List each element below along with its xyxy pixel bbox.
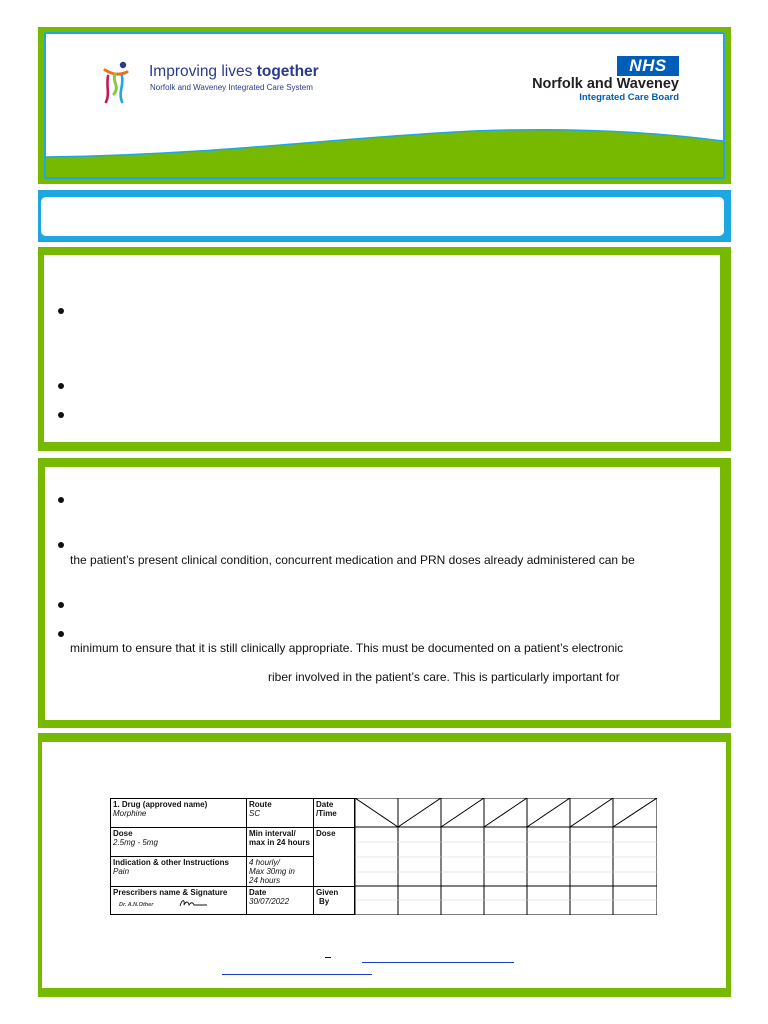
min-interval-label-2: max in 24 hours bbox=[249, 838, 310, 847]
title-band bbox=[38, 190, 731, 242]
prescriber-cell bbox=[111, 887, 247, 915]
indication-value: Pain bbox=[113, 867, 130, 876]
nhs-board-name: Integrated Care Board bbox=[579, 92, 679, 103]
prn-drug-chart-example bbox=[110, 798, 657, 915]
dose-column-label: Dose bbox=[316, 829, 336, 838]
interval-value-2: Max 30mg in bbox=[249, 867, 295, 876]
drug-name-cell bbox=[111, 799, 247, 828]
section-2-text-line-1: the patient’s present clinical condition, concurrent medication and PRN doses already administered can be bbox=[70, 553, 635, 567]
route-value: SC bbox=[249, 809, 261, 818]
date-time-label-2: /Time bbox=[316, 809, 337, 818]
section-2-bullet-2 bbox=[58, 542, 64, 548]
nhs-logo-badge: NHS bbox=[617, 56, 679, 76]
route-label: Route bbox=[249, 800, 272, 809]
interval-value-1: 4 hourly/ bbox=[249, 858, 280, 867]
section-2-bullet-3 bbox=[58, 602, 64, 608]
ics-figure-logo-icon bbox=[102, 60, 130, 104]
section-2-bullet-1 bbox=[58, 497, 64, 503]
date-value: 30/07/2022 bbox=[249, 897, 290, 906]
reference-link-underline-1[interactable] bbox=[362, 962, 514, 963]
drug-chart-table bbox=[110, 798, 355, 915]
date-cell bbox=[247, 887, 314, 915]
ics-logo-title: Improving lives together bbox=[149, 63, 319, 80]
dose-cell bbox=[111, 828, 247, 857]
section-1-bullet-3 bbox=[58, 412, 64, 418]
indication-label: Indication & other Instructions bbox=[113, 858, 230, 867]
date-time-label-1: Date bbox=[316, 800, 334, 809]
interval-value-cell bbox=[247, 857, 314, 887]
section-1-inner bbox=[44, 255, 720, 442]
date-label: Date bbox=[249, 888, 267, 897]
header-banner bbox=[38, 27, 731, 184]
given-by-cell bbox=[314, 887, 355, 915]
administration-grid bbox=[355, 798, 657, 915]
section-2-bullet-4 bbox=[58, 631, 64, 637]
indication-cell bbox=[111, 857, 247, 887]
min-interval-cell bbox=[247, 828, 314, 857]
by-label: By bbox=[319, 897, 330, 906]
prescriber-label: Prescribers name & Signature bbox=[113, 888, 228, 897]
header-card bbox=[44, 32, 725, 179]
nhs-org-name: Norfolk and Waveney bbox=[532, 76, 679, 92]
dose-column-cell bbox=[314, 828, 355, 887]
drug-name-label: 1. Drug (approved name) bbox=[113, 800, 208, 809]
dose-value: 2.5mg - 5mg bbox=[113, 838, 158, 847]
section-1-box bbox=[38, 247, 731, 451]
drug-name-value: Morphine bbox=[113, 809, 147, 818]
reference-link-underline-2[interactable] bbox=[222, 974, 372, 975]
prescriber-name: Dr. A.N.Other bbox=[119, 902, 154, 908]
section-2-text-line-3: riber involved in the patient’s care. This is particularly important for bbox=[268, 670, 620, 684]
section-1-bullet-2 bbox=[58, 383, 64, 389]
date-time-cell bbox=[314, 799, 355, 828]
dose-label: Dose bbox=[113, 829, 133, 838]
route-cell bbox=[247, 799, 314, 828]
title-band-inner bbox=[41, 197, 724, 236]
section-2-box bbox=[38, 458, 731, 728]
section-1-bullet-1 bbox=[58, 308, 64, 314]
section-3-dash bbox=[325, 957, 331, 958]
section-2-text-line-2: minimum to ensure that it is still clinically appropriate. This must be documented on a patient’s electronic bbox=[70, 641, 624, 655]
interval-value-3: 24 hours bbox=[249, 876, 281, 885]
ics-logo-subtitle: Norfolk and Waveney Integrated Care System bbox=[150, 83, 313, 92]
min-interval-label-1: Min interval/ bbox=[249, 829, 296, 838]
given-label: Given bbox=[316, 888, 339, 897]
header-wave-decoration bbox=[46, 129, 723, 177]
prescriber-signature-row bbox=[113, 899, 244, 909]
signature-scribble-icon bbox=[179, 898, 209, 908]
